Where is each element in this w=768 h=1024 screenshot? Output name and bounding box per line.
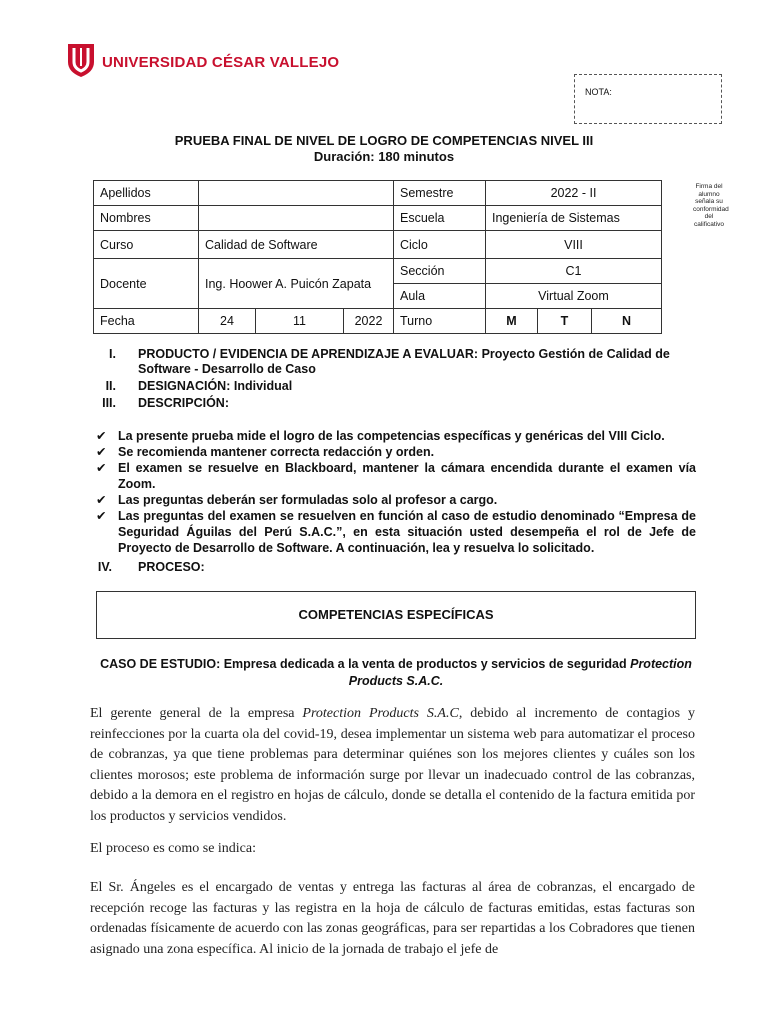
case-study-heading: CASO DE ESTUDIO: Empresa dedicada a la venta de productos y servicios de seguridad Protection Products S.A.C. [100,657,692,688]
aula-value: Virtual Zoom [486,284,662,309]
case-paragraph: El proceso es como se indica: [90,841,257,856]
competencias-heading: COMPETENCIAS ESPECÍFICAS [298,607,494,622]
grade-box [574,74,722,124]
instructions-list [96,428,696,556]
section-designation [138,379,292,393]
fecha-month: 11 [256,309,344,334]
apellidos-label: Apellidos [94,181,199,206]
checkmark-icon: ✔ [96,461,107,475]
section-process: PROCESO: [138,560,205,574]
section-number: I. [109,347,116,361]
aula-label: Aula [394,284,486,309]
section-product [138,347,678,377]
section-number: III. [102,396,116,410]
university-logo [66,42,340,82]
section-label: DESIGNACIÓN: [138,379,231,393]
semestre-label: Semestre [394,181,486,206]
checkmark-icon: ✔ [96,509,107,523]
turno-label: Turno [394,309,486,334]
ciclo-value: VIII [486,231,662,259]
table-row [94,259,662,284]
nombres-label: Nombres [94,206,199,231]
escuela-label: Escuela [394,206,486,231]
section-number: IV. [97,560,112,574]
section-label: PRODUCTO / EVIDENCIA DE APRENDIZAJE A EVALUAR: [138,347,479,361]
curso-value: Calidad de Software [199,231,394,259]
seccion-value: C1 [486,259,662,284]
list-item: ✔ Se recomienda mantener correcta redacción y orden. [96,445,435,459]
turno-n[interactable]: N [592,309,662,334]
table-row [94,231,662,259]
checkmark-icon: ✔ [96,445,107,459]
case-paragraph: El Sr. Ángeles es el encargado de ventas y entrega las facturas al área de cobranzas, el encargado de recepción recoge las facturas y las registra en la hoja de cálculo de facturas emitidas, estas facturas son ordenadas físicamente de acuerdo con las zonas geográficas, para ser repartidas a los Cobradores que tienen asignado una zona específica. Al inicio de la jornada de trabajo el jefe de [90,880,695,957]
table-row [94,309,662,334]
apellidos-field[interactable] [199,181,394,206]
exam-duration: Duración: 180 minutos [313,149,455,164]
table-row [94,181,662,206]
exam-title: PRUEBA FINAL DE NIVEL DE LOGRO DE COMPETENCIAS NIVEL III [174,133,594,148]
case-company-name: Protection Products S.A.C. [348,657,692,688]
seccion-label: Sección [394,259,486,284]
checkmark-icon: ✔ [96,429,107,443]
ucv-shield-icon [66,42,96,78]
student-info-table [93,180,662,334]
section-description: DESCRIPCIÓN: [138,396,229,410]
checkmark-icon: ✔ [96,493,107,507]
fecha-year: 2022 [344,309,394,334]
curso-label: Curso [94,231,199,259]
list-item: ✔ Las preguntas del examen se resuelven en función al caso de estudio denominado “Empresa de Seguridad Águilas del Perú S.A.C.”, en esta situación usted desempeña el rol de Jefe de Proyecto de Desarrollo de Software. A continuación, lea y resuelva lo solicitado. [96,509,696,555]
fecha-day: 24 [199,309,256,334]
section-value: Proyecto Gestión de Calidad de Software - Desarrollo de Caso [138,347,670,376]
docente-label: Docente [94,259,199,309]
section-number: II. [105,379,116,393]
turno-t[interactable]: T [538,309,592,334]
signature-note: Firma del alumno señala su conformidad del calificativo [693,183,729,228]
list-item: ✔ El examen se resuelve en Blackboard, mantener la cámara encendida durante el examen vía Zoom. [96,461,696,491]
escuela-value: Ingeniería de Sistemas [486,206,662,231]
nombres-field[interactable] [199,206,394,231]
ciclo-label: Ciclo [394,231,486,259]
table-row [94,206,662,231]
list-item: ✔ La presente prueba mide el logro de las competencias específicas y genéricas del VIII Ciclo. [96,429,665,443]
fecha-label: Fecha [94,309,199,334]
section-value: Individual [233,379,293,393]
semestre-value: 2022 - II [486,181,662,206]
logo-text: UNIVERSIDAD CÉSAR VALLEJO [102,54,340,71]
competencias-box [96,591,696,639]
grade-label: NOTA: [585,87,612,97]
list-item: ✔ Las preguntas deberán ser formuladas solo al profesor a cargo. [96,493,498,507]
case-paragraph: El gerente general de la empresa Protection Products S.A.C, debido al incremento de contagios y reinfecciones por la cuarta ola del covid-19, desea implementar un sistema web para automatizar el proceso de cobranzas, ya que tiene problemas para determinar quiénes son los mejores clientes y cuáles son los clientes morosos; este problema de información surge por llevar un inadecuado control de las cobranzas, debido a la demora en el registro en hojas de cálculo, donde se detalla el contenido de la factura emitida por los productos y servicios vendidos. [90,706,695,824]
turno-m[interactable]: M [486,309,538,334]
docente-value: Ing. Hoower A. Puicón Zapata [199,259,394,309]
